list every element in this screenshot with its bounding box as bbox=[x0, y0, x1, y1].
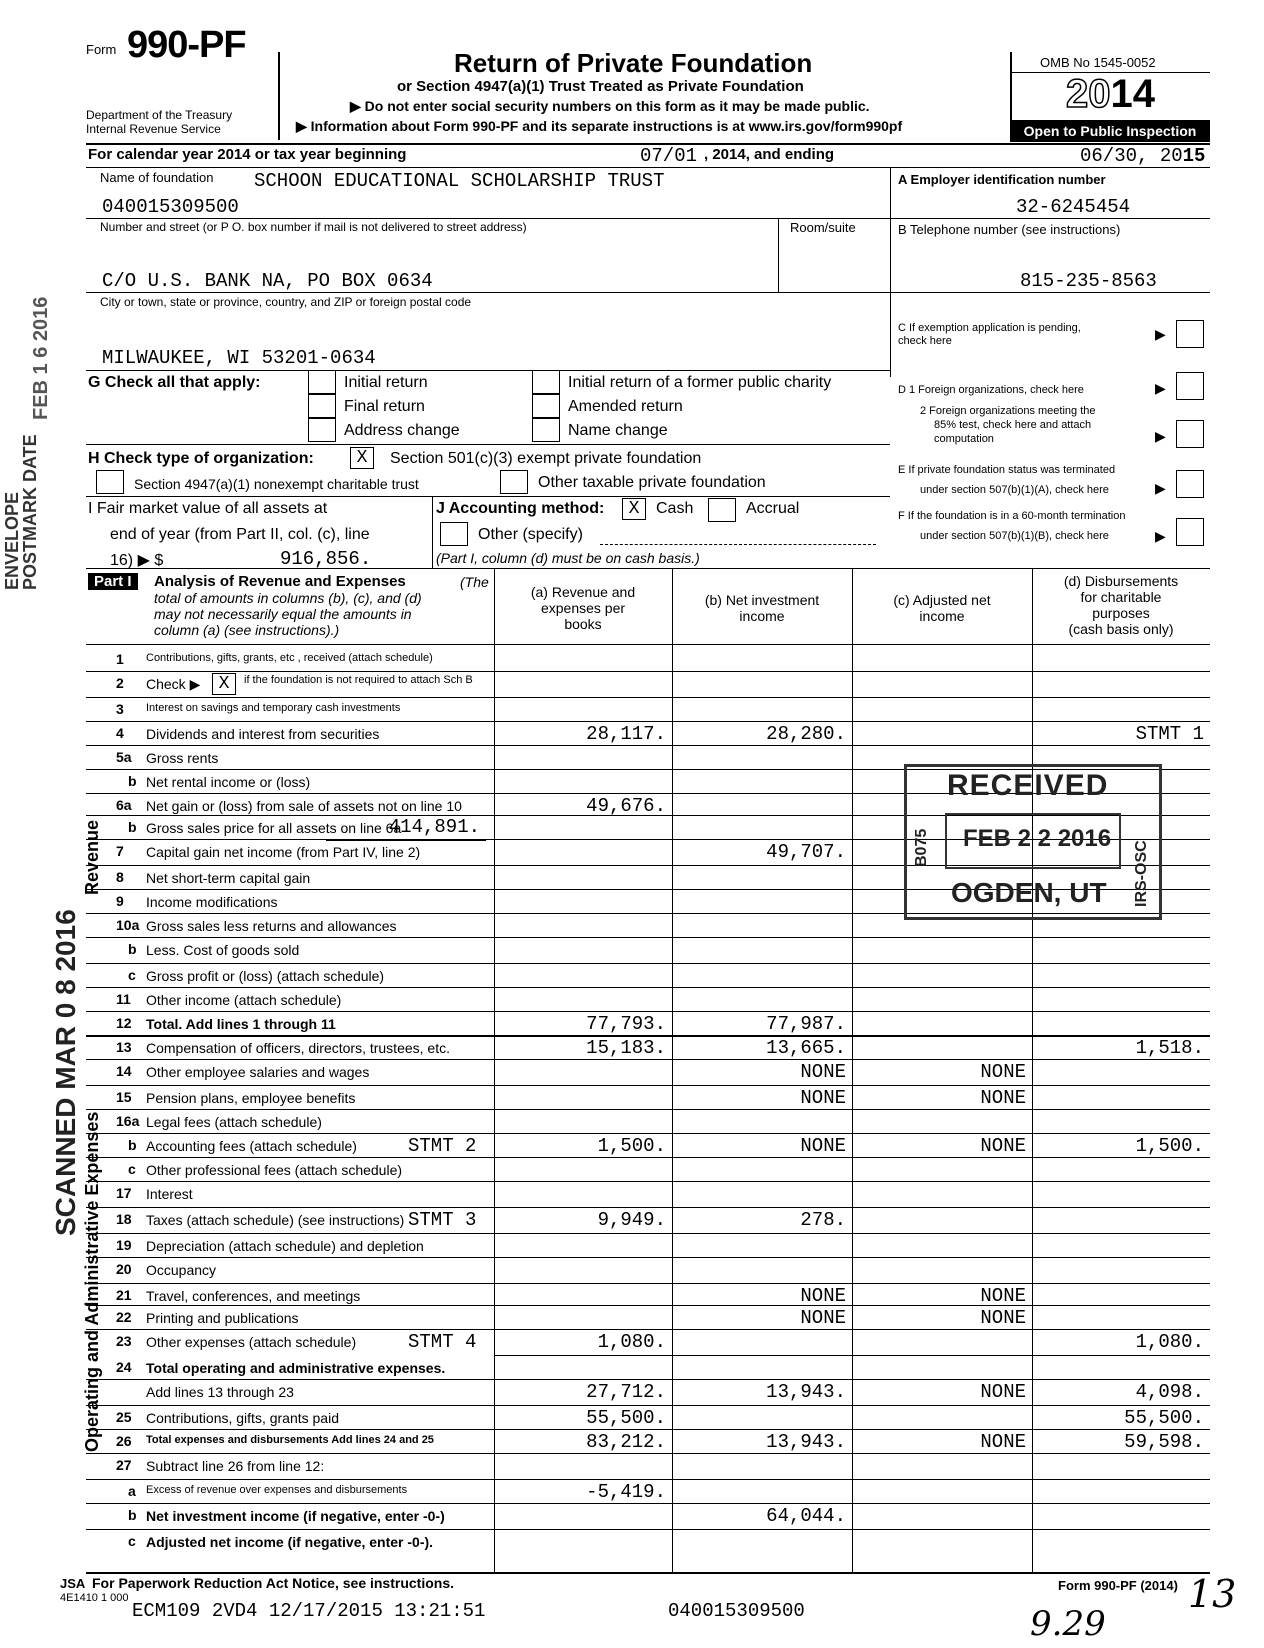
row-label: Interest on savings and temporary cash investments bbox=[146, 702, 401, 714]
stamp-received: RECEIVED bbox=[947, 769, 1109, 802]
cell-col-a: -5,419. bbox=[586, 1481, 666, 1503]
row-number: 8 bbox=[116, 869, 124, 885]
row-label: Other professional fees (attach schedule) bbox=[146, 1162, 403, 1178]
row-number: 16a bbox=[116, 1113, 140, 1129]
phone-value: 815-235-8563 bbox=[1020, 270, 1157, 292]
row-label: Travel, conferences, and meetings bbox=[146, 1288, 361, 1304]
account-number: 040015309500 bbox=[102, 196, 239, 218]
cell-col-d: 1,500. bbox=[1135, 1135, 1204, 1157]
row-number: 15 bbox=[116, 1089, 132, 1105]
row-label: Other income (attach schedule) bbox=[146, 992, 342, 1008]
dept-line2: Internal Revenue Service bbox=[86, 122, 221, 136]
row-number: 14 bbox=[116, 1063, 132, 1079]
check-e-line2: under section 507(b)(1)(A), check here bbox=[920, 484, 1109, 496]
street-address: C/O U.S. BANK NA, PO BOX 0634 bbox=[102, 270, 433, 292]
g-initial-label: Initial return bbox=[344, 374, 428, 391]
j-other-line bbox=[600, 544, 876, 545]
check-f-line1: F If the foundation is in a 60-month termination bbox=[898, 510, 1126, 522]
check-e-box[interactable] bbox=[1176, 470, 1204, 498]
row-label: Other employee salaries and wages bbox=[146, 1064, 370, 1080]
row-label: Printing and publications bbox=[146, 1310, 299, 1326]
row-label: Net investment income (if negative, enter -0-) bbox=[146, 1508, 445, 1524]
row-label: Pension plans, employee benefits bbox=[146, 1090, 356, 1106]
footer-form-ref: Form 990-PF (2014) bbox=[1058, 1578, 1178, 1593]
row-number: 6a bbox=[116, 797, 132, 813]
h-4947-box[interactable] bbox=[96, 470, 124, 494]
cell-col-a: 28,117. bbox=[586, 723, 666, 745]
j-other-label: Other (specify) bbox=[478, 526, 583, 543]
row-number: b bbox=[128, 1137, 137, 1153]
i-line2: end of year (from Part II, col. (c), line bbox=[110, 526, 370, 543]
row-label: Gross sales price for all assets on line 6a bbox=[146, 820, 402, 836]
row-label: Depreciation (attach schedule) and depletion bbox=[146, 1238, 424, 1254]
row-label: Net rental income or (loss) bbox=[146, 774, 311, 790]
row-number: b bbox=[128, 1507, 137, 1523]
envelope-stamp: ENVELOPE bbox=[2, 491, 22, 590]
cell-col-c: NONE bbox=[980, 1135, 1026, 1157]
row-number: 1 bbox=[116, 651, 124, 667]
cell-col-b: 28,280. bbox=[766, 723, 846, 745]
row-label: Check ▶ bbox=[146, 676, 201, 692]
g-initial-former-box[interactable] bbox=[532, 370, 560, 394]
row-label: Total expenses and disbursements Add lines 24 and 25 bbox=[146, 1434, 434, 1446]
scanned-stamp: SCANNED MAR 0 8 2016 bbox=[50, 909, 81, 1236]
tax-year-end-year: 15 bbox=[1182, 145, 1206, 167]
info-notice: ▶ Information about Form 990-PF and its separate instructions is at www.irs.gov/form990pf bbox=[296, 118, 903, 134]
col-d-line4: (cash basis only) bbox=[1068, 621, 1174, 637]
cell-col-b: 64,044. bbox=[766, 1505, 846, 1527]
i-line1: I Fair market value of all assets at bbox=[88, 500, 328, 517]
row-number: 11 bbox=[116, 991, 131, 1007]
g-amended-box[interactable] bbox=[532, 394, 560, 418]
foundation-name: SCHOON EDUCATIONAL SCHOLARSHIP TRUST bbox=[254, 170, 665, 192]
cell-col-d: STMT 1 bbox=[1135, 723, 1204, 745]
arrow-e-icon: ▶ bbox=[1155, 480, 1166, 496]
row-number: b bbox=[128, 773, 137, 789]
row-label: Net gain or (loss) from sale of assets not on line 10 bbox=[146, 798, 462, 814]
row-label: Capital gain net income (from Part IV, line 2) bbox=[146, 844, 421, 860]
g-amended-label: Amended return bbox=[568, 398, 683, 415]
check-f-box[interactable] bbox=[1176, 518, 1204, 546]
form-title: Return of Private Foundation bbox=[454, 48, 813, 78]
row-number: 21 bbox=[116, 1287, 132, 1303]
row-label: Dividends and interest from securities bbox=[146, 726, 380, 742]
cell-col-b: 77,987. bbox=[766, 1013, 846, 1035]
col-a-header bbox=[494, 584, 672, 632]
tax-year-label: For calendar year 2014 or tax year beginning bbox=[88, 146, 407, 163]
form-year bbox=[1066, 72, 1155, 117]
cell-col-c: NONE bbox=[980, 1307, 1026, 1329]
phone-label: B Telephone number (see instructions) bbox=[898, 222, 1121, 237]
omb-number: OMB No 1545-0052 bbox=[1040, 55, 1156, 70]
row-label: Net short-term capital gain bbox=[146, 870, 311, 886]
cell-col-c: NONE bbox=[980, 1087, 1026, 1109]
row-number: 24 bbox=[116, 1359, 132, 1375]
h-other-label: Other taxable private foundation bbox=[538, 474, 766, 491]
row-number: 25 bbox=[116, 1409, 132, 1425]
check-d2-line2: 85% test, check here and attach bbox=[934, 419, 1092, 431]
received-stamp bbox=[904, 764, 1162, 920]
cell-col-a: 9,949. bbox=[597, 1209, 666, 1231]
row-number: 20 bbox=[116, 1261, 132, 1277]
g-name-change-box[interactable] bbox=[532, 418, 560, 442]
stamp-city: OGDEN, UT bbox=[951, 877, 1107, 908]
tax-year-mid: , 2014, and ending bbox=[704, 146, 835, 163]
check-d1-label: D 1 Foreign organizations, check here bbox=[898, 384, 1084, 396]
row-label: Gross rents bbox=[146, 750, 219, 766]
stamp-left-code: B075 bbox=[913, 828, 930, 867]
row-label: Less. Cost of goods sold bbox=[146, 942, 300, 958]
row-label: Compensation of officers, directors, trustees, etc. bbox=[146, 1040, 450, 1056]
row-number: 22 bbox=[116, 1309, 132, 1325]
row-number: 5a bbox=[116, 749, 132, 765]
part1-desc3: may not necessarily equal the amounts in bbox=[154, 606, 412, 622]
postmark-stamp: POSTMARK DATE bbox=[20, 434, 40, 590]
row-number: 17 bbox=[116, 1185, 132, 1201]
row-label: Excess of revenue over expenses and disbursements bbox=[146, 1484, 408, 1496]
street-label: Number and street (or P O. box number if mail is not delivered to street address) bbox=[100, 220, 527, 234]
j-note: (Part I, column (d) must be on cash basis.) bbox=[436, 550, 700, 566]
h-4947-label: Section 4947(a)(1) nonexempt charitable trust bbox=[134, 476, 419, 492]
col-d-line3: purposes bbox=[1092, 605, 1150, 621]
footer-handwritten: 9.29 bbox=[1030, 1604, 1106, 1644]
cell-col-b: NONE bbox=[800, 1061, 846, 1083]
ssn-notice: ▶ Do not enter social security numbers on this form as it may be made public. bbox=[350, 98, 870, 114]
col-c-header bbox=[852, 592, 1032, 624]
form-label: Form bbox=[86, 42, 117, 57]
cell-col-c: NONE bbox=[980, 1061, 1026, 1083]
year-outline: 20 bbox=[1066, 72, 1111, 116]
j-cash-label: Cash bbox=[656, 500, 694, 517]
col-d-header bbox=[1032, 573, 1210, 637]
row-number: c bbox=[128, 967, 136, 983]
cell-col-b: NONE bbox=[800, 1135, 846, 1157]
i-line3: 16) ▶ $ bbox=[110, 552, 164, 569]
row-label: Legal fees (attach schedule) bbox=[146, 1114, 322, 1130]
row-label: Total operating and administrative expenses. bbox=[146, 1360, 446, 1376]
part1-tag: Part I bbox=[88, 573, 138, 590]
footer-code: 4E1410 1 000 bbox=[60, 1592, 129, 1604]
fair-market-value: 916,856. bbox=[280, 548, 372, 570]
check-e-line1: E If private foundation status was terminated bbox=[898, 464, 1116, 476]
cell-col-b: 13,943. bbox=[766, 1431, 846, 1453]
tax-year-end-date: 06/30, 20 bbox=[1080, 145, 1183, 167]
cell-col-a: 49,676. bbox=[586, 795, 666, 817]
cell-col-b: 13,943. bbox=[766, 1381, 846, 1403]
cell-col-b: 278. bbox=[800, 1209, 846, 1231]
row-statement-ref: STMT 3 bbox=[408, 1209, 477, 1231]
cell-col-d: 55,500. bbox=[1124, 1407, 1204, 1429]
cell-col-b: NONE bbox=[800, 1285, 846, 1307]
row-number: 7 bbox=[116, 843, 124, 859]
col-b-line1: (b) Net investment bbox=[704, 592, 820, 608]
tax-year-end bbox=[1080, 145, 1205, 167]
cell-col-a: 83,212. bbox=[586, 1431, 666, 1453]
cell-col-a: 77,793. bbox=[586, 1013, 666, 1035]
row-number: 3 bbox=[116, 701, 124, 717]
row-number: 18 bbox=[116, 1211, 132, 1227]
year-bold: 14 bbox=[1110, 72, 1155, 116]
row-label: Contributions, gifts, grants, etc , received (attach schedule) bbox=[146, 652, 433, 664]
check-d2-line1: 2 Foreign organizations meeting the bbox=[920, 405, 1096, 417]
check-d1-box[interactable] bbox=[1176, 372, 1204, 400]
postmark-date: FEB 1 6 2016 bbox=[30, 296, 52, 420]
cell-col-a: 55,500. bbox=[586, 1407, 666, 1429]
cell-col-b: NONE bbox=[800, 1087, 846, 1109]
col-d-line2: for charitable bbox=[1080, 589, 1162, 605]
col-c-line1: (c) Adjusted net bbox=[893, 592, 991, 608]
footer-notice: For Paperwork Reduction Act Notice, see instructions. bbox=[92, 1575, 454, 1591]
name-label: Name of foundation bbox=[100, 170, 214, 185]
row-number: c bbox=[128, 1533, 136, 1549]
city-address: MILWAUKEE, WI 53201-0634 bbox=[102, 347, 376, 369]
cell-col-c: NONE bbox=[980, 1285, 1026, 1307]
row-number: a bbox=[128, 1483, 136, 1499]
ein-label: A Employer identification number bbox=[898, 172, 1106, 187]
row-number: 12 bbox=[116, 1015, 132, 1031]
col-a-line2: expenses per bbox=[540, 600, 626, 616]
g-final-box[interactable] bbox=[308, 394, 336, 418]
cell-col-c: NONE bbox=[980, 1381, 1026, 1403]
tax-year-begin: 07/01 bbox=[640, 145, 698, 167]
j-other-box[interactable] bbox=[440, 522, 468, 546]
check-c-label: C If exemption application is pending, check here bbox=[898, 322, 1081, 347]
col-a-line1: (a) Revenue and bbox=[530, 584, 636, 600]
col-c-line2: income bbox=[919, 608, 965, 624]
row-label: Contributions, gifts, grants paid bbox=[146, 1410, 339, 1426]
row-label: Income modifications bbox=[146, 894, 278, 910]
row-number: 19 bbox=[116, 1237, 132, 1253]
check-d2-line3: computation bbox=[934, 433, 994, 445]
j-cash-box[interactable]: X bbox=[622, 498, 646, 520]
footer-account: 040015309500 bbox=[668, 1600, 805, 1622]
row-statement-ref: STMT 4 bbox=[408, 1331, 477, 1353]
arrow-c-icon: ▶ bbox=[1155, 326, 1166, 342]
part1-title: Analysis of Revenue and Expenses bbox=[154, 573, 406, 590]
j-label: J Accounting method: bbox=[436, 500, 605, 517]
h-501c3-label: Section 501(c)(3) exempt private foundation bbox=[390, 450, 702, 467]
row-number: 10a bbox=[116, 917, 140, 933]
row-number: 23 bbox=[116, 1333, 132, 1349]
part1-desc2: total of amounts in columns (b), (c), and (d) bbox=[154, 590, 422, 606]
room-label: Room/suite bbox=[790, 220, 856, 235]
row-number: 2 bbox=[116, 675, 124, 691]
row-checkbox[interactable]: X bbox=[212, 673, 236, 695]
g-name-change-label: Name change bbox=[568, 422, 668, 439]
arrow-d1-icon: ▶ bbox=[1155, 380, 1166, 396]
check-f-line2: under section 507(b)(1)(B), check here bbox=[920, 530, 1109, 542]
col-b-line2: income bbox=[739, 608, 785, 624]
row-inline-value: 414,891. bbox=[388, 816, 480, 838]
j-accrual-box[interactable] bbox=[708, 498, 736, 522]
cell-col-d: 4,098. bbox=[1135, 1381, 1204, 1403]
cell-col-b: NONE bbox=[800, 1307, 846, 1329]
row-label: Add lines 13 through 23 bbox=[146, 1384, 294, 1400]
row-label: Gross profit or (loss) (attach schedule) bbox=[146, 968, 385, 984]
part1-desc4: column (a) (see instructions).) bbox=[154, 622, 340, 638]
row-number: c bbox=[128, 1161, 136, 1177]
row-label: Gross sales less returns and allowances bbox=[146, 918, 397, 934]
col-b-header bbox=[672, 592, 852, 624]
ein-value: 32-6245454 bbox=[1016, 196, 1131, 218]
row-label: Occupancy bbox=[146, 1262, 217, 1278]
g-initial-box[interactable] bbox=[308, 370, 336, 394]
check-c-box[interactable] bbox=[1176, 320, 1204, 348]
row-label: Adjusted net income (if negative, enter -0-). bbox=[146, 1534, 434, 1550]
stamp-date: FEB 2 2 2016 bbox=[963, 825, 1112, 852]
row-number: 13 bbox=[116, 1039, 132, 1055]
row-number: 26 bbox=[116, 1433, 132, 1449]
cell-col-b: 49,707. bbox=[766, 841, 846, 863]
arrow-f-icon: ▶ bbox=[1155, 528, 1166, 544]
cell-col-d: 1,518. bbox=[1135, 1037, 1204, 1059]
city-label: City or town, state or province, country, and ZIP or foreign postal code bbox=[100, 295, 472, 309]
cell-col-c: NONE bbox=[980, 1431, 1026, 1453]
cell-col-a: 27,712. bbox=[586, 1381, 666, 1403]
h-other-box[interactable] bbox=[500, 470, 528, 494]
part1-desc1: (The bbox=[460, 574, 489, 590]
row-number: b bbox=[128, 819, 137, 835]
row-label: Taxes (attach schedule) (see instructions) bbox=[146, 1212, 405, 1228]
h-label: H Check type of organization: bbox=[88, 450, 314, 467]
stamp-right-code: IRS-OSC bbox=[1133, 840, 1150, 907]
row-number: b bbox=[128, 941, 137, 957]
check-d2-box[interactable] bbox=[1176, 420, 1204, 448]
cell-col-a: 15,183. bbox=[586, 1037, 666, 1059]
row-number: 27 bbox=[116, 1457, 132, 1473]
cell-col-a: 1,500. bbox=[597, 1135, 666, 1157]
row-number: 4 bbox=[116, 725, 124, 741]
footer-jsa: JSA bbox=[60, 1576, 86, 1591]
row-label: Interest bbox=[146, 1186, 193, 1202]
cell-col-d: 1,080. bbox=[1135, 1331, 1204, 1353]
footer-page: 13 bbox=[1188, 1572, 1237, 1616]
cell-col-d: 59,598. bbox=[1124, 1431, 1204, 1453]
cell-col-a: 1,080. bbox=[597, 1331, 666, 1353]
row-label: Total. Add lines 1 through 11 bbox=[146, 1016, 336, 1032]
g-address-label: Address change bbox=[344, 422, 460, 439]
arrow-d2-icon: ▶ bbox=[1155, 428, 1166, 444]
dept-line1: Department of the Treasury bbox=[86, 108, 233, 122]
row-label: Other expenses (attach schedule) bbox=[146, 1334, 357, 1350]
g-label: G Check all that apply: bbox=[88, 374, 261, 391]
g-initial-former-label: Initial return of a former public charity bbox=[568, 374, 832, 391]
row-label: Subtract line 26 from line 12: bbox=[146, 1458, 325, 1474]
form-subtitle: or Section 4947(a)(1) Trust Treated as Private Foundation bbox=[397, 78, 804, 95]
cell-col-b: 13,665. bbox=[766, 1037, 846, 1059]
j-accrual-label: Accrual bbox=[746, 500, 800, 517]
revenue-side-label: Revenue bbox=[82, 819, 102, 895]
row-label-extra: if the foundation is not required to attach Sch B bbox=[244, 674, 473, 686]
open-public-badge: Open to Public Inspection bbox=[1010, 120, 1210, 142]
g-address-box[interactable] bbox=[308, 418, 336, 442]
g-final-label: Final return bbox=[344, 398, 425, 415]
expenses-side-label: Operating and Administrative Expenses bbox=[82, 1111, 102, 1452]
row-label: Accounting fees (attach schedule) bbox=[146, 1138, 357, 1154]
col-d-line1: (d) Disbursements bbox=[1063, 573, 1179, 589]
row-number: 9 bbox=[116, 893, 124, 909]
col-a-line3: books bbox=[564, 616, 602, 632]
form-number: 990-PF bbox=[127, 24, 246, 66]
h-501c3-box[interactable]: X bbox=[350, 447, 374, 469]
row-statement-ref: STMT 2 bbox=[408, 1135, 477, 1157]
footer-batch: ECM109 2VD4 12/17/2015 13:21:51 bbox=[132, 1600, 486, 1622]
